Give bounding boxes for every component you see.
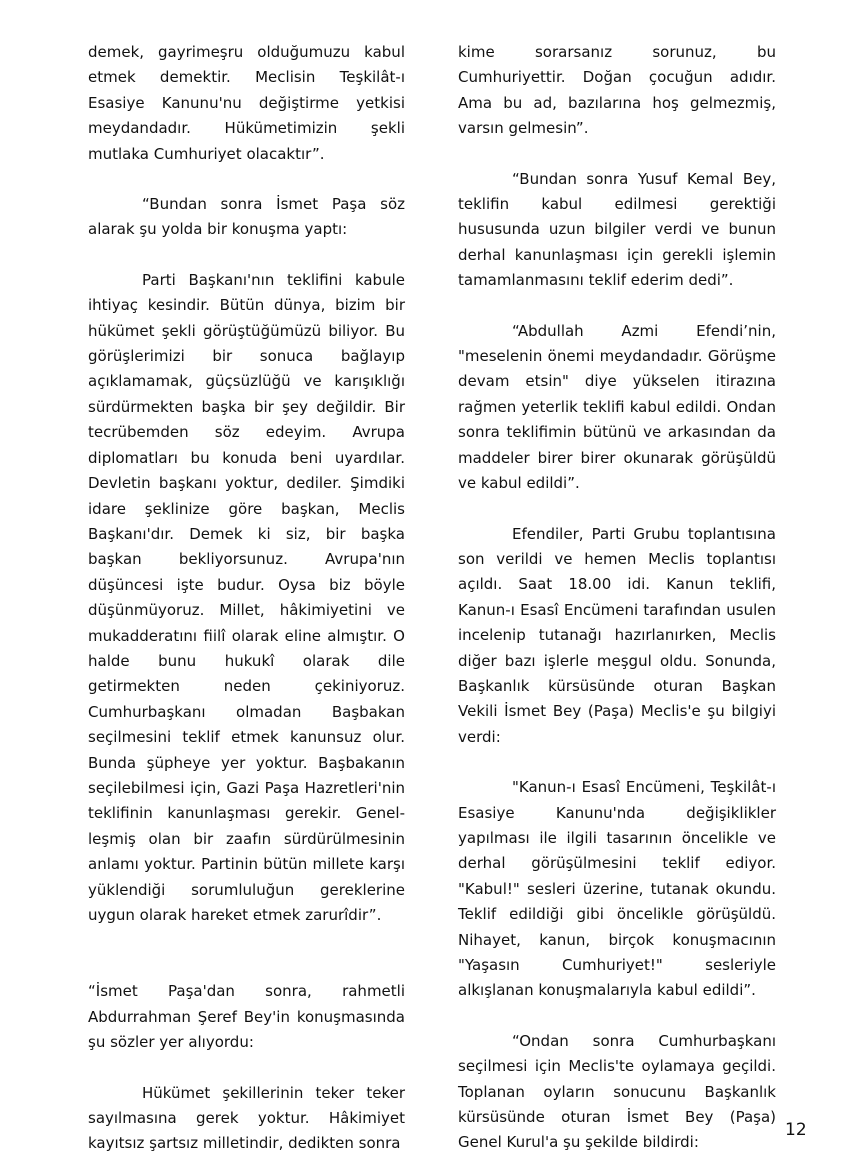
page-number: 12 (785, 1120, 807, 1140)
left-paragraph-1: demek, gayrimeşru olduğumuzu kabul etmek demektir. Meclisin Teşkilât-ı Esasiye Kanunu'nu değiştirme yetkisi meydandadır. Hükümetimizin şekli mutlaka Cumhuriyet olacaktır”. (88, 43, 405, 163)
left-paragraph-4: “İsmet Paşa'dan sonra, rahmetli Abdurrahman Şeref Bey'in konuşmasında şu sözler yer alıyordu: (88, 982, 405, 1052)
right-paragraph-4: Efendiler, Parti Grubu toplantısına son verildi ve hemen Meclis toplantısı açıldı. Saat 18.00 idi. Kanun teklifi, Kanun-ı Esasî Encümeni tarafından usulen incelenip tutanağı hazırlanırken, Meclis diğer bazı işlerle meşgul oldu. Sonunda, Başkanlık kürsüsünde oturan Başkan Vekili İsmet Bey (Paşa) Meclis'e şu bilgiyi verdi: (458, 524, 776, 746)
left-column (88, 40, 405, 1157)
right-paragraph-1: kime sorarsanız sorunuz, bu Cumhuriyettir. Doğan çocuğun adıdır. Ama bu ad, bazılarına hoş gelmezmiş, varsın gelmesin”. (458, 43, 776, 138)
left-paragraph-2: “Bundan sonra İsmet Paşa söz alarak şu yolda bir konuşma yaptı: (88, 195, 405, 239)
right-column (458, 40, 776, 1156)
left-paragraph-5: Hükümet şekillerinin teker teker sayılmasına gerek yoktur. Hâkimiyet kayıtsız şartsız milletindir, dedikten sonra (88, 1083, 405, 1153)
right-paragraph-3: “Abdullah Azmi Efendi’nin, "meselenin önemi meydandadır. Görüşme devam etsin" diye yükselen itirazına rağmen yeterlik teklifi kabul edildi. Ondan sonra teklifimin bütünü ve arkasından da maddeler birer birer okunarak görüşüldü ve kabul edildi”. (458, 321, 776, 493)
right-paragraph-2: “Bundan sonra Yusuf Kemal Bey, teklifin kabul edilmesi gerektiği hususunda uzun bilgiler verdi ve bunun derhal kanunlaşması için gerekli işlemin tamamlanmasını teklif ederim dedi”. (458, 169, 776, 290)
right-paragraph-6: “Ondan sonra Cumhurbaşkanı seçilmesi için Meclis'te oylamaya geçildi. Toplanan oyların sonucunu Başkanlık kürsüsünde oturan İsmet Bey (Paşa) Genel Kurul'a şu şekilde bildirdi: (458, 1031, 776, 1152)
right-paragraph-5: "Kanun-ı Esasî Encümeni, Teşkilât-ı Esasiye Kanunu'nda değişiklikler yapılması ile ilgili tasarının öncelikle ve derhal görüşülmesini teklif ediyor. "Kabul!" sesleri üzerine, tutanak okundu. Teklif edildiği gibi öncelikle görüşüldü. Nihayet, kanun, birçok konuşmacının "Yaşasın Cumhuriyet!" sesleriyle alkışlanan konuşmalarıyla kabul edildi”. (458, 778, 776, 1000)
left-paragraph-3: Parti Başkanı'nın teklifini kabule ihtiyaç kesindir. Bütün dünya, bizim bir hükümet şekli görüştüğümüzü biliyor. Bu görüşlerimizi bir sonuca bağlayıp açıklamamak, güçsüzlüğü ve karışıklığı sürdürmekten başka bir şey değildir. Bir tecrübemden söz edeyim. Avrupa diplomatları bu konuda beni uyardılar. Devletin başkanı yoktur, dediler. Şimdiki idare şeklinize göre başkan, Meclis Başkanı'dır. Demek ki siz, bir başka başkan bekliyorsunuz. Avrupa'nın düşüncesi işte budur. Oysa biz böyle düşünmüyoruz. Millet, hâkimiyetini ve mukadderatını fiilî olarak eline almıştır. O halde bunu hukukî olarak dile getirmekten neden çekiniyoruz. Cumhurbaşkanı olmadan Başbakan seçilmesini teklif etmek kanunsuz olur. Bunda şüpheye yer yoktur. Başbakanın seçilebilmesi için, Gazi Paşa Hazretleri'nin teklifinin kanunlaşması gerekir. Genel-leşmiş olan bir zaafın sürdürülmesinin anlamı yoktur. Partinin bütün millete karşı yüklendiği sorumluluğun gereklerine uygun olarak hareket etmek zarurîdir”. (88, 270, 405, 924)
